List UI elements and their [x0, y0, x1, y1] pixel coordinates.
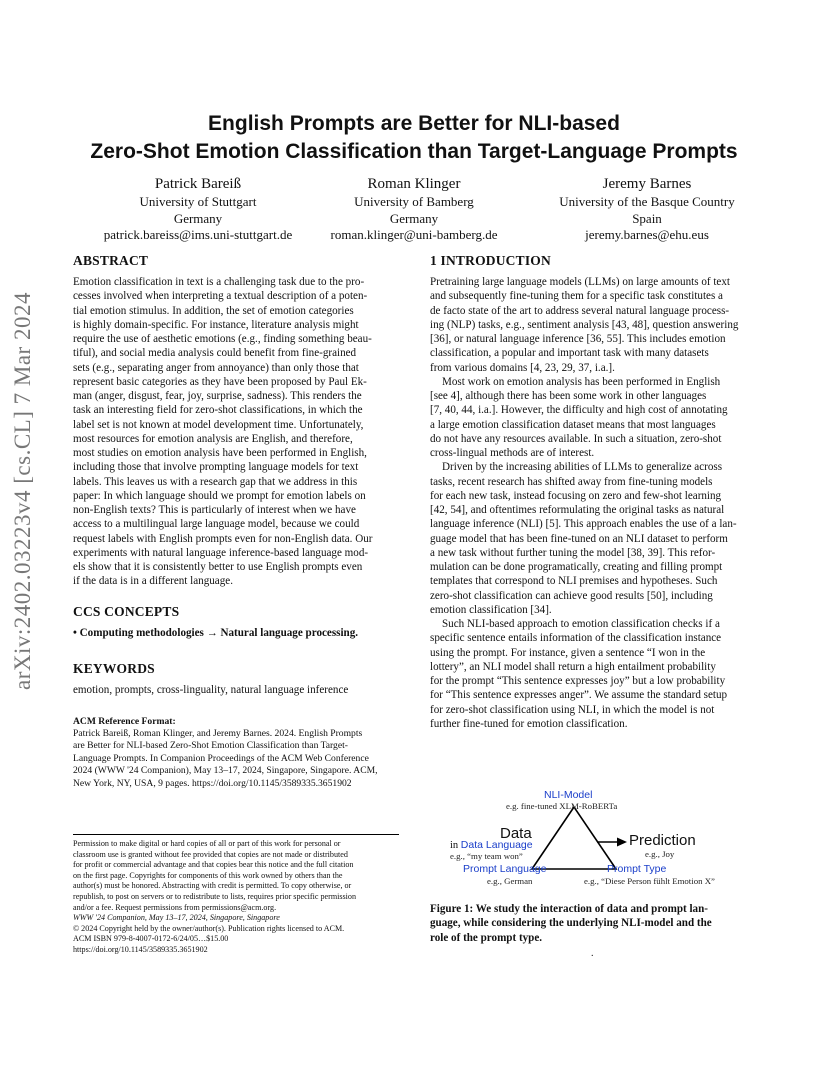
intro-line: guage model that has been fine-tuned on an NLI dataset to perform — [430, 532, 728, 545]
abstract-line: tial emotion stimulus. In addition, the set of emotion categories — [73, 304, 354, 317]
prediction-example: e.g., Joy — [645, 849, 675, 859]
prediction-label: Prediction — [629, 832, 696, 849]
abstract-line: tiful), and social media analysis could benefit from fine-grained — [73, 347, 357, 360]
abstract-line: represent basic categories as they have been proposed by Paul Ek- — [73, 375, 367, 388]
paper-title — [60, 110, 768, 166]
intro-line: and subsequently fine-tuning them for a specific task constitutes a — [430, 290, 723, 303]
intro-line: [36], or natural language inference [36, 55]. This includes emotion — [430, 333, 726, 345]
reference-line: are Better for NLI-based Zero-Shot Emotion Classification than Target- — [73, 740, 348, 751]
prompt-type-label: Prompt Type — [607, 863, 667, 875]
abstract-line: labels. This leaves us with a research gap that we address in this — [73, 475, 358, 488]
prompt-language-example: e.g., German — [487, 876, 533, 886]
footnote-line: ACM ISBN 979-8-4007-0172-6/24/05…$15.00 — [73, 934, 229, 944]
author-country: Germany — [389, 210, 439, 226]
intro-line: for each new task, instead focusing on zero and few-shot learning — [430, 489, 722, 502]
data-label: Data — [500, 825, 532, 842]
abstract-line: label set is not known at model development time. Unfortunately, — [73, 418, 364, 431]
abstract-line: require the use of aesthetic emotions (e.g., finding something beau- — [73, 333, 372, 345]
footnote-line: WWW '24 Companion, May 13–17, 2024, Singapore, Singapore — [73, 913, 280, 923]
intro-line: for “This sentence expresses anger”. We assume the standard setup — [430, 689, 728, 702]
intro-line: [see 4], although there has been some work in other languages — [430, 390, 707, 402]
stray-mark: . — [591, 948, 594, 959]
intro-line: Such NLI-based approach to emotion classification checks if a — [442, 618, 720, 630]
author-country: Spain — [632, 210, 662, 226]
intro-paragraph-1 — [430, 275, 756, 375]
data-example: e.g., “my team won” — [450, 851, 523, 861]
intro-line: language inference (NLI) [5]. This approach enables the use of a lan- — [430, 518, 737, 531]
arrow-head-icon — [617, 838, 627, 847]
introduction-heading: 1 INTRODUCTION — [430, 253, 551, 268]
ccs-concept: • Computing methodologies → Natural language processing. — [73, 626, 359, 639]
author-block-1 — [85, 175, 311, 244]
author-block-2 — [301, 175, 527, 244]
author-email[interactable]: roman.klinger@uni-bamberg.de — [330, 227, 498, 242]
intro-line: Driven by the increasing abilities of LLMs to generalize across — [442, 461, 723, 474]
figure-1-caption — [430, 902, 760, 945]
intro-paragraph-3 — [430, 460, 756, 617]
intro-line: lottery”, an NLI model shall return a high entailment probability — [430, 660, 716, 673]
abstract-line: request labels with English prompts even for non-English data. Our — [73, 532, 373, 545]
author-affiliation: University of Stuttgart — [139, 194, 257, 209]
left-column — [73, 252, 399, 790]
figure-1-diagram — [430, 785, 760, 895]
author-name: Jeremy Barnes — [602, 176, 692, 192]
permission-footnote — [73, 839, 403, 956]
intro-line: a large emotion classification dataset means that most languages — [430, 418, 716, 431]
reference-line[interactable]: New York, NY, USA, 9 pages. https://doi.org/10.1145/3589335.3651902 — [73, 777, 352, 789]
abstract-line: non-English texts? This is particularly of interest when we have — [73, 504, 356, 516]
intro-line: emotion classification [34]. — [430, 603, 552, 616]
triangle-shape — [532, 807, 616, 869]
intro-line: zero-shot classification can achieve good results [50], including — [430, 589, 713, 602]
abstract-line: most studies on emotion analysis have been performed in English, — [73, 447, 367, 459]
intro-line: ing (NLP) tasks, e.g., sentiment analysis [43, 48], question answering — [430, 318, 739, 331]
abstract-line: Emotion classification in text is a challenging task due to the pro- — [73, 276, 365, 288]
right-column — [430, 252, 756, 731]
abstract-line: experiments with natural language inference-based language mod- — [73, 546, 369, 559]
abstract-line: man (anger, disgust, fear, joy, surprise, sadness). This renders the — [73, 390, 362, 402]
intro-line: Most work on emotion analysis has been performed in English — [442, 375, 721, 388]
intro-line: for the prompt “This sentence expresses joy” but a low probability — [430, 675, 726, 687]
footnote-line: for profit or commercial advantage and that copies bear this notice and the full citation — [73, 860, 354, 870]
reference-line: Patrick Bareiß, Roman Klinger, and Jeremy Barnes. 2024. English Prompts — [73, 727, 363, 739]
intro-paragraph-4 — [430, 617, 756, 731]
prompt-language-label: Prompt Language — [463, 863, 547, 875]
keywords-heading: KEYWORDS — [73, 660, 155, 676]
intro-line: tasks, recent research has shifted away from fine-tuning models — [430, 475, 713, 488]
abstract-line: task an interesting field for zero-shot classifications, in which the — [73, 404, 363, 417]
intro-line: classification, a popular and important task with many datasets — [430, 347, 709, 360]
abstract-line: cesses involved when interpreting a textual description of a poten- — [73, 290, 368, 303]
intro-line: [42, 54], and oftentimes reformulating the original tasks as natural — [430, 504, 725, 516]
footnote-line: Permission to make digital or hard copies of all or part of this work for personal or — [73, 839, 341, 848]
footnote-line: author(s) must be honored. Abstracting with credit is permitted. To copy otherwise, or — [73, 881, 352, 891]
caption-line: guage, while considering the underlying NLI-model and the — [430, 917, 712, 930]
footnote-line: © 2024 Copyright held by the owner/author(s). Publication rights licensed to ACM. — [73, 923, 345, 933]
nli-model-label: NLI-Model — [544, 789, 593, 801]
data-in-text: in Data Language — [450, 839, 533, 851]
intro-line: specific sentence entails information of the classification instance — [430, 632, 722, 645]
author-name: Roman Klinger — [367, 176, 461, 192]
abstract-line: including those that involve prompting language models for text — [73, 461, 359, 474]
abstract-line: els show that it is consistently better to use English prompts even — [73, 561, 363, 573]
intro-line: mulation can be done programatically, creating and filling prompt — [430, 561, 723, 573]
intro-line: for zero-shot classification using NLI, in which the model is not — [430, 703, 715, 716]
footnote-line: classroom use is granted without fee provided that copies are not made or distributed — [73, 849, 348, 859]
reference-line: Language Prompts. In Companion Proceedings of the ACM Web Conference — [73, 752, 369, 764]
intro-line: de facto state of the art to address several natural language process- — [430, 304, 730, 317]
abstract-line: is highly domain-specific. For instance, literature analysis might — [73, 318, 359, 331]
intro-line: do not have any resources available. In such a situation, zero-shot — [430, 432, 722, 445]
author-affiliation: University of the Basque Country — [559, 194, 735, 209]
footnote-line: on the first page. Copyrights for components of this work owned by others than the — [73, 870, 343, 880]
data-language-label: Data Language — [460, 839, 533, 851]
nli-model-example: e.g. fine-tuned XLM-RoBERTa — [506, 801, 618, 811]
reference-format-heading: ACM Reference Format: — [73, 715, 176, 727]
abstract-line: if the data is in a different language. — [73, 575, 233, 588]
intro-line: cross-lingual methods are of interest. — [430, 447, 595, 459]
title-line-2: Zero-Shot Emotion Classification than Target-Language Prompts — [90, 140, 738, 163]
abstract-line: paper: In which language should we prompt for emotion labels on — [73, 489, 366, 502]
caption-line: Figure 1: We study the interaction of data and prompt lan- — [430, 903, 708, 915]
abstract-line: most resources for emotion analysis are English, and therefore, — [73, 432, 353, 445]
prompt-type-example: e.g., “Diese Person fühlt Emotion X” — [584, 876, 715, 886]
reference-line: 2024 (WWW '24 Companion), May 13–17, 2024, Singapore, Singapore. ACM, — [73, 765, 378, 776]
abstract-text — [73, 275, 399, 589]
ccs-heading: CCS CONCEPTS — [73, 603, 180, 619]
abstract-line: sets (e.g., separating anger from annoyance) than only those that — [73, 361, 359, 374]
author-block-3 — [527, 175, 767, 244]
intro-line: further fine-tuned for emotion classification. — [430, 717, 628, 730]
footnote-doi-link[interactable]: https://doi.org/10.1145/3589335.3651902 — [73, 944, 208, 954]
intro-line: Pretraining large language models (LLMs) on large amounts of text — [430, 276, 730, 288]
intro-line: templates that correspond to NLI premises and hypotheses. Such — [430, 575, 718, 588]
abstract-line: access to a multilingual large language model, because we could — [73, 518, 360, 531]
intro-paragraph-2 — [430, 375, 756, 461]
author-name: Patrick Bareiß — [154, 176, 242, 192]
intro-line: [7, 40, 44, i.a.]. However, the difficulty and high cost of annotating — [430, 404, 728, 417]
author-affiliation: University of Bamberg — [354, 194, 474, 209]
intro-line: a new task without further tuning the model [38, 39]. This refor- — [430, 546, 716, 559]
arxiv-identifier[interactable]: arXiv:2402.03223v4 [cs.CL] 7 Mar 2024 — [10, 292, 35, 690]
footnote-line: and/or a fee. Request permissions from permissions@acm.org. — [73, 902, 277, 912]
author-email[interactable]: patrick.bareiss@ims.uni-stuttgart.de — [103, 227, 293, 242]
intro-line: from various domains [4, 23, 29, 37, i.a.]. — [430, 361, 615, 374]
author-country: Germany — [173, 210, 223, 226]
author-email[interactable]: jeremy.barnes@ehu.eus — [585, 227, 709, 242]
abstract-heading: ABSTRACT — [73, 253, 149, 268]
intro-line: using the prompt. For instance, given a sentence “I won in the — [430, 646, 706, 659]
title-line-1: English Prompts are Better for NLI-based — [208, 112, 620, 135]
caption-line: role of the prompt type. — [430, 931, 543, 944]
keywords-list: emotion, prompts, cross-linguality, natural language inference — [73, 683, 349, 696]
reference-format-text — [73, 728, 399, 791]
footnote-line: republish, to post on servers or to redistribute to lists, requires prior specific permission — [73, 891, 357, 901]
footnote-divider — [73, 834, 399, 835]
